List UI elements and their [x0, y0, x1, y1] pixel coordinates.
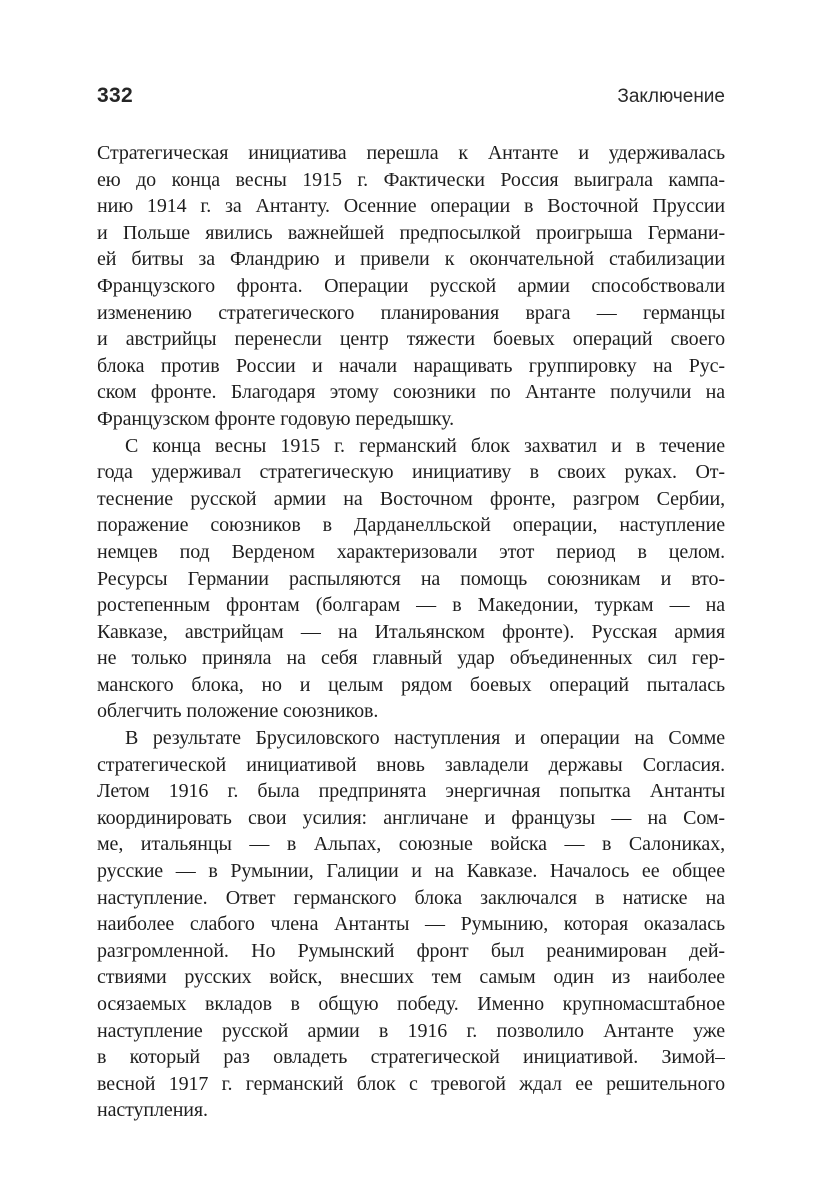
- text-line: блока против России и начали наращивать группировку на Рус-: [97, 354, 725, 377]
- page-number: 332: [97, 84, 133, 107]
- text-line: Кавказе, австрийцам — на Итальянском фронте). Русская армия: [97, 620, 725, 643]
- text-line: и Польше явились важнейшей предпосылкой проигрыша Германи-: [97, 221, 725, 244]
- text-line: Летом 1916 г. была предпринята энергичная попытка Антанты: [97, 780, 725, 803]
- text-line: манского блока, но и целым рядом боевых операций пыталась: [97, 673, 725, 696]
- text-line: стратегической инициативой вновь завладели державы Согласия.: [97, 753, 725, 776]
- text-line: поражение союзников в Дарданелльской операции, наступление: [97, 514, 725, 537]
- text-line: В результате Брусиловского наступления и операции на Сомме: [125, 727, 725, 750]
- text-line: ростепенным фронтам (болгарам — в Македонии, туркам — на: [97, 594, 725, 617]
- text-line: наступления.: [97, 1099, 208, 1122]
- text-line: не только приняла на себя главный удар объединенных сил гер-: [97, 647, 725, 670]
- text-line: весной 1917 г. германский блок с тревогой ждал ее решительного: [97, 1072, 725, 1095]
- paragraph: [97, 725, 725, 1124]
- paragraph: [97, 433, 725, 726]
- text-line: наиболее слабого члена Антанты — Румынию, которая оказалась: [97, 913, 725, 936]
- text-line: и австрийцы перенесли центр тяжести боевых операций своего: [97, 328, 725, 351]
- text-line: ме, итальянцы — в Альпах, союзные войска — в Салониках,: [97, 833, 725, 856]
- text-line: С конца весны 1915 г. германский блок захватил и в течение: [125, 434, 725, 457]
- running-head-chapter-title: Заключение: [617, 86, 725, 107]
- text-line: разгромленной. Но Румынский фронт был реанимирован дей-: [97, 939, 725, 962]
- paragraph: [97, 140, 725, 433]
- text-line: ею до конца весны 1915 г. Фактически Россия выиграла кампа-: [97, 168, 725, 191]
- text-line: осязаемых вкладов в общую победу. Именно крупномасштабное: [97, 993, 725, 1015]
- text-line: в который раз овладеть стратегической инициативой. Зимой–: [97, 1046, 725, 1069]
- running-header: [97, 84, 725, 108]
- text-line: немцев под Верденом характеризовали этот период в целом.: [97, 540, 725, 563]
- text-line: русские — в Румынии, Галиции и на Кавказе. Началось ее общее: [97, 860, 725, 883]
- text-line: ском фронте. Благодаря этому союзники по Антанте получили на: [97, 381, 725, 404]
- text-line: Французского фронта. Операции русской армии способствовали: [97, 274, 725, 297]
- text-line: Ресурсы Германии распыляются на помощь союзникам и вто-: [97, 567, 725, 590]
- text-line: изменению стратегического планирования врага — германцы: [97, 301, 725, 324]
- text-line: теснение русской армии на Восточном фронте, разгром Сербии,: [97, 487, 725, 510]
- body-text: [97, 140, 725, 1124]
- text-line: координировать свои усилия: англичане и французы — на Сом-: [97, 806, 725, 829]
- text-line: года удерживал стратегическую инициативу в своих руках. От-: [97, 461, 725, 484]
- text-line: Французском фронте годовую передышку.: [97, 407, 455, 430]
- text-line: ей битвы за Фландрию и привели к окончательной стабилизации: [97, 248, 725, 271]
- text-line: ствиями русских войск, внесших тем самым один из наиболее: [97, 966, 725, 989]
- text-line: облегчить положение союзников.: [97, 700, 379, 723]
- text-line: наступление. Ответ германского блока заключался в натиске на: [97, 886, 725, 909]
- text-line: Стратегическая инициатива перешла к Антанте и удерживалась: [97, 142, 725, 164]
- text-line: нию 1914 г. за Антанту. Осенние операции в Восточной Пруссии: [97, 195, 725, 218]
- text-line: наступление русской армии в 1916 г. позволило Антанте уже: [97, 1019, 725, 1042]
